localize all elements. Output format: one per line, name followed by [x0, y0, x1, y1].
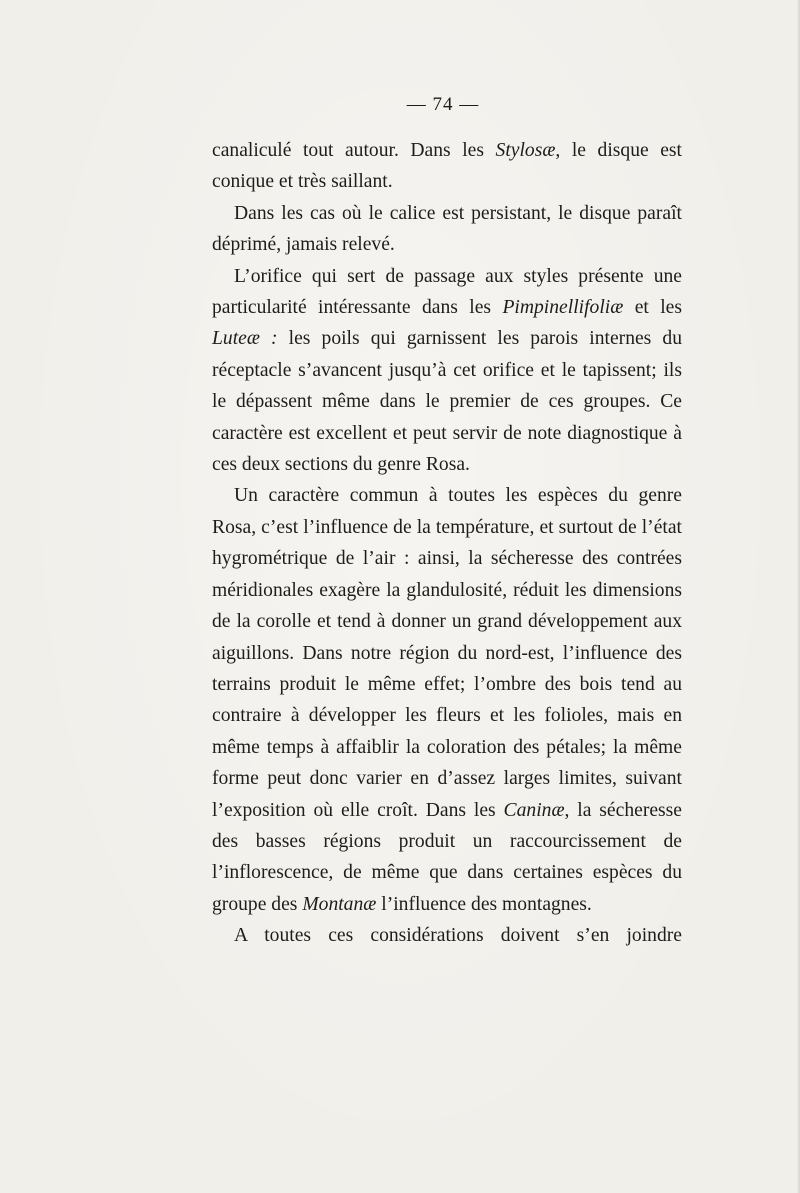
paragraph-stylosae-disc: [212, 135, 682, 198]
text-segment: , la sécheresse des basses régions produit un raccourcissement de l’inflorescence, de même que dans certaines espèces du groupe des: [212, 799, 682, 915]
text-segment: , le disque est conique et très saillant.: [212, 140, 683, 193]
text-segment: canaliculé tout autour. Dans les: [212, 140, 496, 161]
text-segment: les poils qui garnissent les parois internes du réceptacle s’avancent jusqu’à cet orifice et le tapissent; ils le dépassent même dans le premier de ces groupes. Ce caractère est excellent et peut servir de note diagnostique à ces deux sections du genre Rosa.: [212, 328, 683, 476]
taxon-name: Pimpinellifoliæ: [502, 297, 624, 319]
taxon-name: Stylosæ: [495, 140, 556, 161]
paragraph-orifice-styles: [212, 261, 682, 481]
text-segment: L’orifice qui sert de passage aux styles présente une particularité intéressante dans les: [212, 265, 682, 319]
text-segment: A toutes ces considérations doivent s’en joindre: [234, 925, 682, 947]
page-number: — 74 —: [406, 94, 480, 115]
text-segment: et les: [623, 297, 682, 319]
taxon-name: Luteæ :: [212, 328, 278, 350]
paragraph-persistent-calyx: [212, 198, 682, 261]
paragraph-considerations: [212, 920, 682, 951]
text-segment: Dans les cas où le calice est persistant, le disque paraît déprimé, jamais relevé.: [212, 202, 682, 256]
taxon-name: Caninæ: [503, 799, 565, 821]
paragraph-temperature-influence: [212, 480, 682, 920]
text-segment: Un caractère commun à toutes les espèces du genre Rosa, c’est l’influence de la température, et surtout de l’état hygrométrique de l’air : ainsi, la sécheresse des contrées méridionales exagère la glandulosité, réduit les dimensions de la corolle et tend à donner un grand développement aux aiguillons. Dans notre région du nord-est, l’influence des terrains produit le même effet; l’ombre des bois tend au contraire à développer les fleurs et les folioles, mais en même temps à affaiblir la coloration des pétales; la même forme peut donc varier en d’assez larges limites, suivant l’exposition où elle croît. Dans les: [212, 485, 682, 821]
body-text: [212, 135, 682, 952]
text-segment: l’influence des montagnes.: [376, 893, 592, 915]
taxon-name: Montanæ: [302, 893, 377, 915]
